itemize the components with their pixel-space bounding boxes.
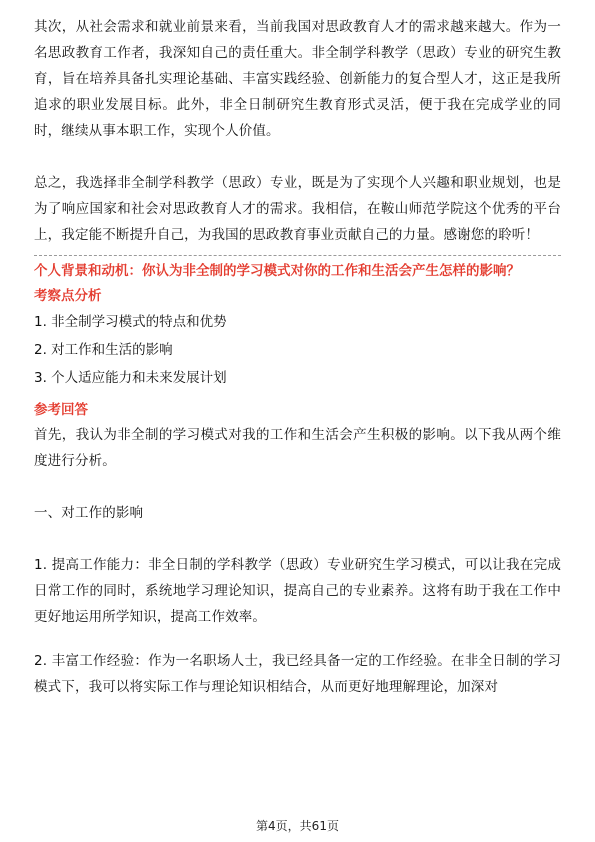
page-number-footer: 第4页，共61页 bbox=[256, 819, 339, 833]
answer-point-1: 1. 提高工作能力：非全日制的学科教学（思政）专业研究生学习模式，可以让我在完成日常工作的同时，系统地学习理论知识，提高自己的专业素养。这将有助于我在工作中更好地运用所学知识，提高工作效率。 bbox=[34, 557, 561, 625]
analysis-item: 1. 非全制学习模式的特点和优势 bbox=[34, 314, 227, 330]
paragraph-demand: 其次，从社会需求和就业前景来看，当前我国对思政教育人才的需求越来越大。作为一名思政教育工作者，我深知自己的责任重大。非全制学科教学（思政）专业的研究生教育，旨在培养具备扎实理论基础、丰富实践经验、创新能力的复合型人才，这正是我所追求的职业发展目标。此外，非全日制研究生教育形式灵活，便于我在完成学业的同时，继续从事本职工作，实现个人价值。 bbox=[34, 19, 561, 139]
question-heading: 个人背景和动机：你认为非全制的学习模式对你的工作和生活会产生怎样的影响？ bbox=[34, 263, 520, 279]
spacer bbox=[34, 144, 561, 170]
section-divider bbox=[34, 255, 561, 256]
work-impact-heading: 一、对工作的影响 bbox=[34, 505, 144, 521]
answer-point-2: 2. 丰富工作经验：作为一名职场人士，我已经具备一定的工作经验。在非全日制的学习模式下，我可以将实际工作与理论知识相结合，从而更好地理解理论，加深对 bbox=[34, 653, 561, 695]
spacer bbox=[34, 630, 561, 648]
spacer bbox=[34, 474, 561, 500]
analysis-item: 3. 个人适应能力和未来发展计划 bbox=[34, 370, 227, 386]
spacer bbox=[34, 526, 561, 552]
answer-label: 参考回答 bbox=[34, 402, 88, 418]
analysis-label: 考察点分析 bbox=[34, 288, 102, 304]
document-page bbox=[34, 14, 561, 700]
paragraph-conclusion: 总之，我选择非全制学科教学（思政）专业，既是为了实现个人兴趣和职业规划，也是为了响应国家和社会对思政教育人才的需求。我相信，在鞍山师范学院这个优秀的平台上，我定能不断提升自己，为我国的思政教育事业贡献自己的力量。感谢您的聆听！ bbox=[34, 175, 561, 243]
analysis-item: 2. 对工作和生活的影响 bbox=[34, 342, 173, 358]
answer-intro: 首先，我认为非全制的学习模式对我的工作和生活会产生积极的影响。以下我从两个维度进行分析。 bbox=[34, 427, 561, 469]
